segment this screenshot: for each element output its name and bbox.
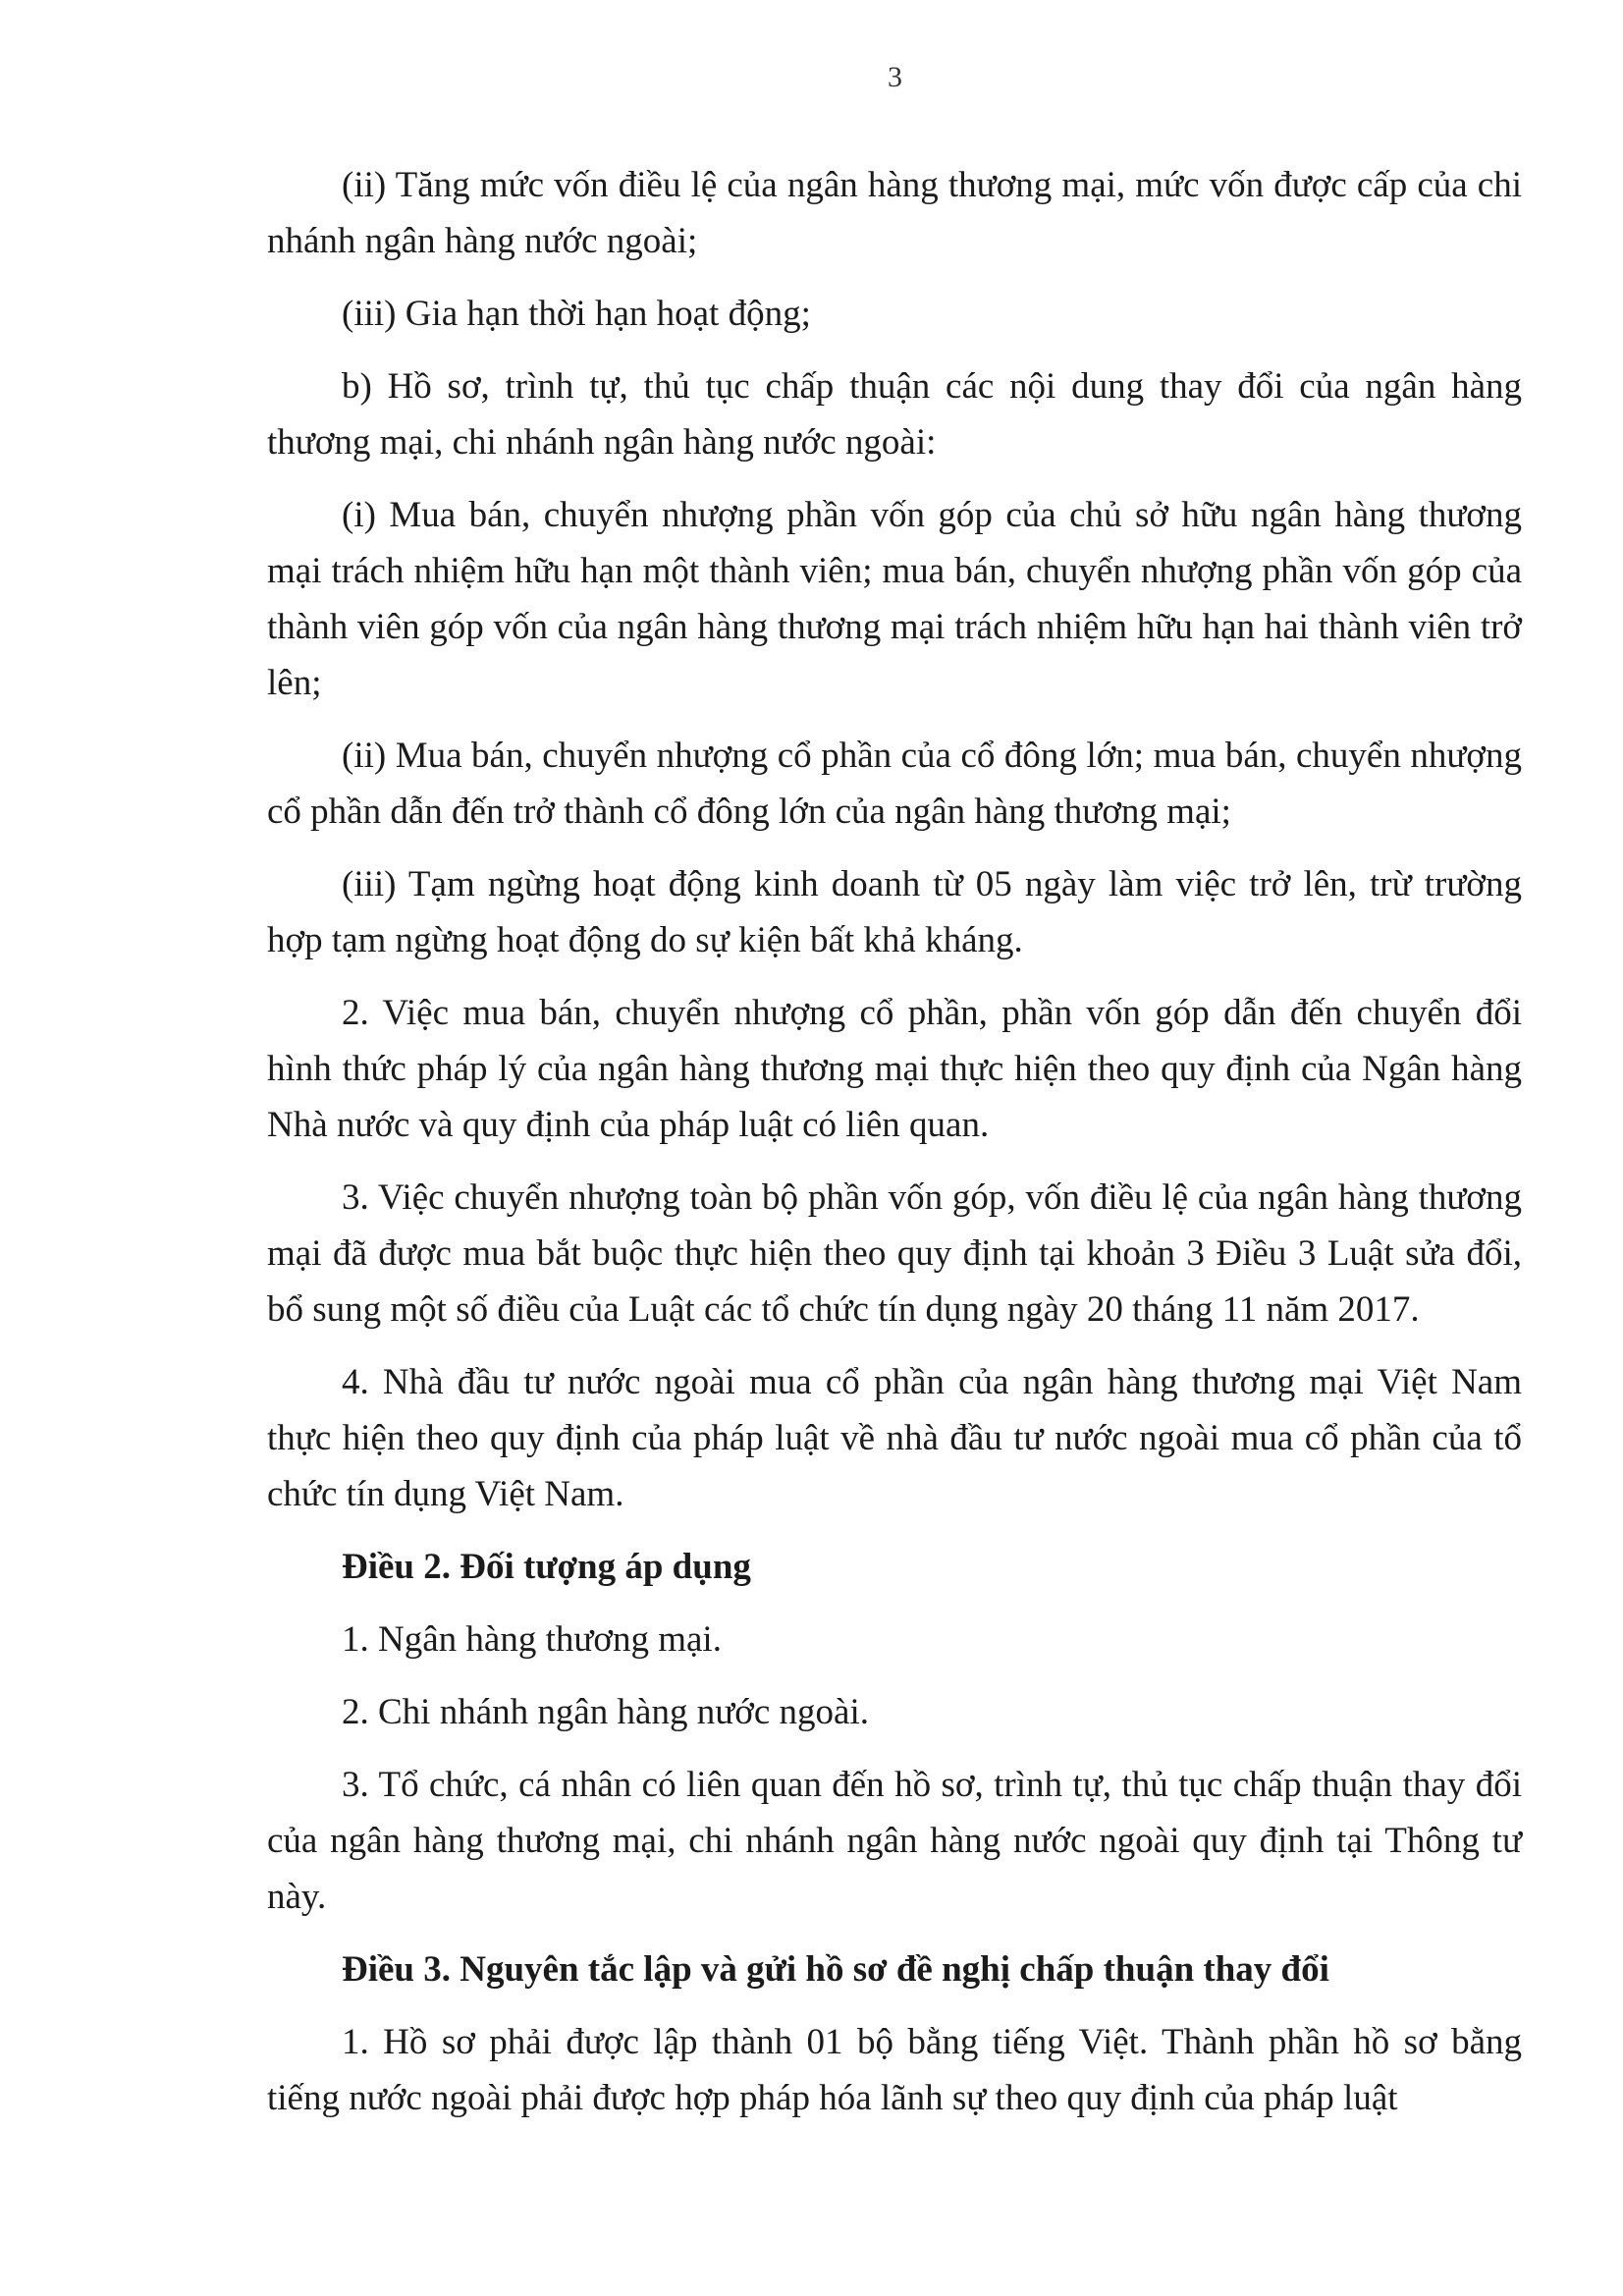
paragraph-item-ii-share-transfer: (ii) Mua bán, chuyển nhượng cổ phần của cổ đông lớn; mua bán, chuyển nhượng cổ phần dẫn đến trở thành cổ đông lớn của ngân hàng thương mại; <box>267 736 1522 832</box>
paragraph-item-i-capital-transfer: (i) Mua bán, chuyển nhượng phần vốn góp của chủ sở hữu ngân hàng thương mại trách nhiệm hữu hạn một thành viên; mua bán, chuyển nhượng phần vốn góp của thành viên góp vốn của ngân hàng thương mại trách nhiệm hữu hạn hai thành viên trở lên; <box>267 495 1522 703</box>
document-body <box>267 157 1522 2143</box>
article-3-heading: Điều 3. Nguyên tắc lập và gửi hồ sơ đề nghị chấp thuận thay đổi <box>342 1949 1329 1990</box>
paragraph-clause-2: 2. Việc mua bán, chuyển nhượng cổ phần, phần vốn góp dẫn đến chuyển đổi hình thức pháp lý của ngân hàng thương mại thực hiện theo quy định của Ngân hàng Nhà nước và quy định của pháp luật có liên quan. <box>267 993 1522 1145</box>
article-2-clause-2: 2. Chi nhánh ngân hàng nước ngoài. <box>342 1692 869 1732</box>
paragraph-clause-4: 4. Nhà đầu tư nước ngoài mua cổ phần của ngân hàng thương mại Việt Nam thực hiện theo quy định của pháp luật về nhà đầu tư nước ngoài mua cổ phần của tổ chức tín dụng Việt Nam. <box>267 1362 1522 1514</box>
article-2-heading: Điều 2. Đối tượng áp dụng <box>342 1547 751 1587</box>
paragraph-point-b: b) Hồ sơ, trình tự, thủ tục chấp thuận các nội dung thay đổi của ngân hàng thương mại, chi nhánh ngân hàng nước ngoài: <box>267 366 1522 463</box>
article-2-clause-1: 1. Ngân hàng thương mại. <box>342 1619 722 1660</box>
paragraph-clause-3: 3. Việc chuyển nhượng toàn bộ phần vốn góp, vốn điều lệ của ngân hàng thương mại đã được mua bắt buộc thực hiện theo quy định tại khoản 3 Điều 3 Luật sửa đổi, bổ sung một số điều của Luật các tổ chức tín dụng ngày 20 tháng 11 năm 2017. <box>267 1177 1522 1330</box>
article-2-clause-3: 3. Tổ chức, cá nhân có liên quan đến hồ sơ, trình tự, thủ tục chấp thuận thay đổi của ngân hàng thương mại, chi nhánh ngân hàng nước ngoài quy định tại Thông tư này. <box>267 1765 1522 1917</box>
paragraph-item-ii-increase-capital: (ii) Tăng mức vốn điều lệ của ngân hàng thương mại, mức vốn được cấp của chi nhánh ngân hàng nước ngoài; <box>267 165 1522 261</box>
page-number: 3 <box>888 61 902 93</box>
paragraph-item-iii-extend-duration: (iii) Gia hạn thời hạn hoạt động; <box>342 294 811 334</box>
article-3-clause-1: 1. Hồ sơ phải được lập thành 01 bộ bằng tiếng Việt. Thành phần hồ sơ bằng tiếng nước ngoài phải được hợp pháp hóa lãnh sự theo quy định của pháp luật <box>267 2022 1522 2118</box>
paragraph-item-iii-suspension: (iii) Tạm ngừng hoạt động kinh doanh từ 05 ngày làm việc trở lên, trừ trường hợp tạm ngừng hoạt động do sự kiện bất khả kháng. <box>267 864 1522 960</box>
